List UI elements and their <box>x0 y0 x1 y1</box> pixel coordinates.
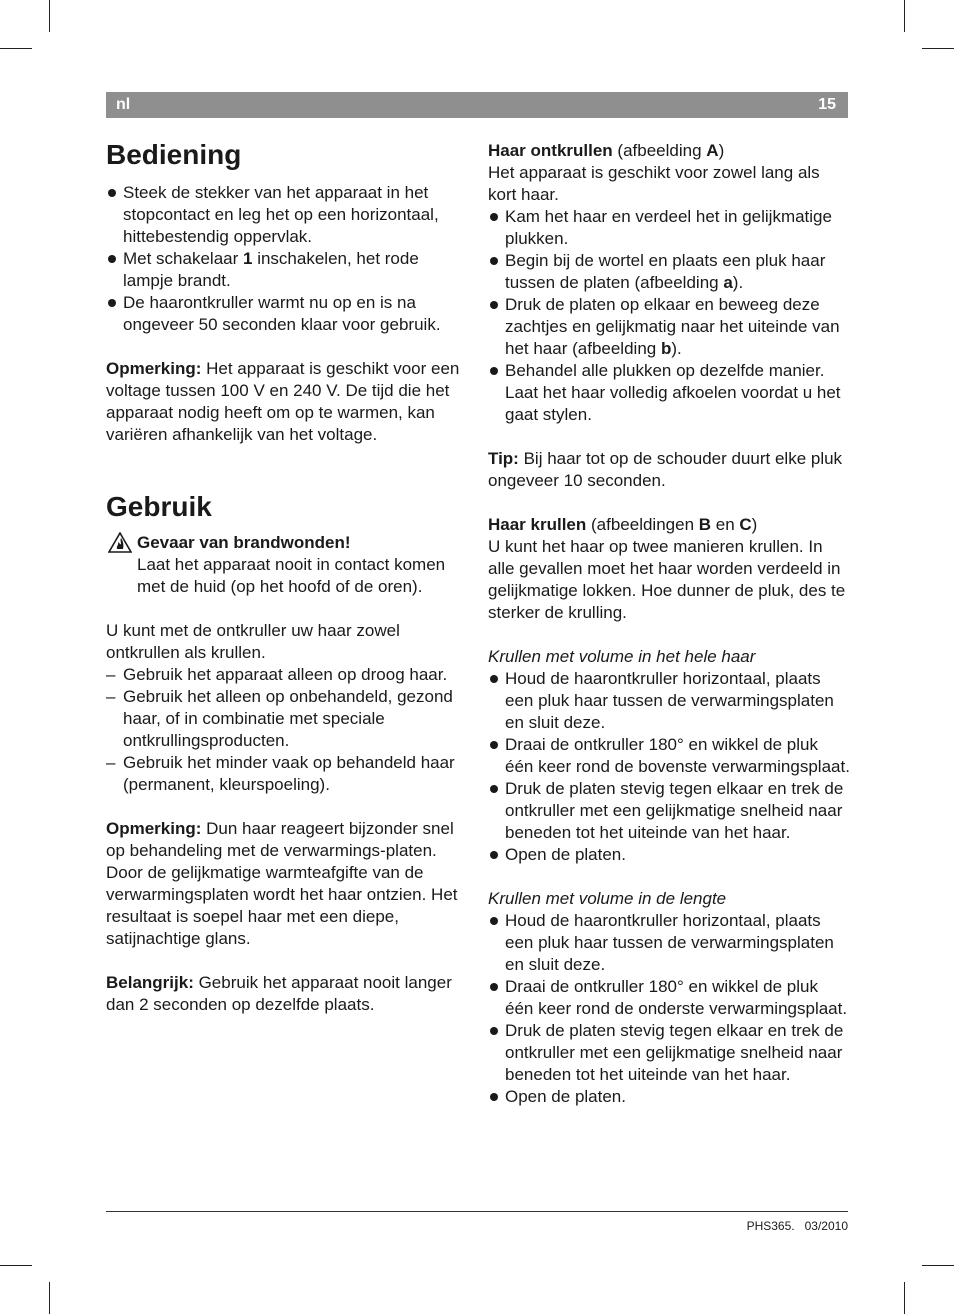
crop-mark <box>904 0 905 32</box>
ontkrullen-list <box>488 206 850 426</box>
warning-title: Gevaar van brandwonden! <box>137 533 351 552</box>
section-heading-bediening: Bediening <box>106 139 242 170</box>
subheading-volume-lengte: Krullen met volume in de lengte <box>488 889 727 908</box>
crop-mark <box>922 1265 954 1266</box>
crop-mark <box>922 48 954 49</box>
note-paragraph: Opmerking: Het apparaat is geschikt voor een voltage tussen 100 V en 240 V. De tijd die het apparaat nodig heeft om op te warmen, kan variëren afhankelijk van het voltage. <box>106 359 460 444</box>
list-item: – Gebruik het alleen op onbehandeld, gezond haar, of in combinatie met speciale ontkrullingsproducten. <box>106 686 466 752</box>
language-code: nl <box>116 96 131 113</box>
list-item: Druk de platen stevig tegen elkaar en trek de ontkruller met een gelijkmatige snelheid naar beneden tot het uiteinde van het haar. <box>488 778 850 844</box>
list-item: Kam het haar en verdeel het in gelijkmatige plukken. <box>488 206 850 250</box>
list-item: Houd de haarontkruller horizontaal, plaats een pluk haar tussen de verwarmingsplaten en sluit deze. <box>488 668 850 734</box>
page-header-bar <box>106 92 848 118</box>
list-item: – Gebruik het minder vaak op behandeld haar (permanent, kleurspoeling). <box>106 752 466 796</box>
list-item: Steek de stekker van het apparaat in het stopcontact en leg het op een horizontaal, hittebestendig oppervlak. <box>106 182 466 248</box>
list-item: Open de platen. <box>488 1086 850 1108</box>
list-item: Druk de platen stevig tegen elkaar en trek de ontkruller met een gelijkmatige snelheid naar beneden tot het uiteinde van het haar. <box>488 1020 850 1086</box>
list-item: Houd de haarontkruller horizontaal, plaats een pluk haar tussen de verwarmingsplaten en sluit deze. <box>488 910 850 976</box>
list-item: Draai de ontkruller 180° en wikkel de pluk één keer rond de onderste verwarmingsplaat. <box>488 976 850 1020</box>
tip-paragraph: Tip: Bij haar tot op de schouder duurt elke pluk ongeveer 10 seconden. <box>488 449 843 490</box>
list-item: De haarontkruller warmt nu op en is na ongeveer 50 seconden klaar voor gebruik. <box>106 292 466 336</box>
volume-lengte-list <box>488 910 850 1108</box>
crop-mark <box>49 0 50 32</box>
list-item: Begin bij de wortel en plaats een pluk haar tussen de platen (afbeelding a). <box>488 250 850 294</box>
list-item: Met schakelaar 1 inschakelen, het rode lampje brandt. <box>106 248 466 292</box>
list-item: Druk de platen op elkaar en beweeg deze zachtjes en gelijkmatig naar het uiteinde van het haar (afbeelding b). <box>488 294 850 360</box>
list-item: Behandel alle plukken op dezelfde manier. Laat het haar volledig afkoelen voordat u het gaat stylen. <box>488 360 850 426</box>
subheading-haar-ontkrullen: Haar ontkrullen (afbeelding A) <box>488 141 725 160</box>
list-item: – Gebruik het apparaat alleen op droog haar. <box>106 664 466 686</box>
crop-mark <box>0 48 32 49</box>
footer-model-code: PHS365. 03/2010 <box>746 1219 848 1233</box>
important-paragraph: Belangrijk: Gebruik het apparaat nooit langer dan 2 seconden op dezelfde plaats. <box>106 973 452 1014</box>
intro-paragraph: U kunt met de ontkruller uw haar zowel ontkrullen als krullen. <box>106 621 400 662</box>
footer-rule <box>106 1211 848 1212</box>
section-heading-gebruik: Gebruik <box>106 491 212 522</box>
crop-mark <box>0 1265 32 1266</box>
body-paragraph: U kunt het haar op twee manieren krullen. In alle gevallen moet het haar worden verdeeld in gelijkmatige lokken. Hoe dunner de pluk, des te sterker de krulling. <box>488 537 846 622</box>
crop-mark <box>49 1282 50 1314</box>
subheading-volume-hele-haar: Krullen met volume in het hele haar <box>488 647 756 666</box>
warning-triangle-icon <box>108 532 132 553</box>
warning-text: Laat het apparaat nooit in contact komen met de huid (op het hoofd of de oren). <box>137 555 446 596</box>
warning-block <box>106 532 466 598</box>
body-paragraph: Het apparaat is geschikt voor zowel lang als kort haar. <box>488 163 820 204</box>
list-item: Draai de ontkruller 180° en wikkel de pluk één keer rond de bovenste verwarmingsplaat. <box>488 734 850 778</box>
crop-mark <box>904 1282 905 1314</box>
list-item: Open de platen. <box>488 844 850 866</box>
volume-hele-haar-list <box>488 668 850 866</box>
right-column <box>488 140 850 1108</box>
note-paragraph: Opmerking: Dun haar reageert bijzonder snel op behandeling met de verwarmings-platen. <box>106 819 454 860</box>
page-number: 15 <box>818 96 836 113</box>
bediening-list <box>106 182 466 336</box>
left-column <box>106 140 466 1016</box>
body-paragraph: Door de gelijkmatige warmteafgifte van de verwarmingsplaten wordt het haar ontzien. Het resultaat is soepel haar met een diepe, satijnachtige glans. <box>106 863 458 948</box>
subheading-haar-krullen: Haar krullen (afbeeldingen B en C) <box>488 515 758 534</box>
usage-list <box>106 664 466 796</box>
